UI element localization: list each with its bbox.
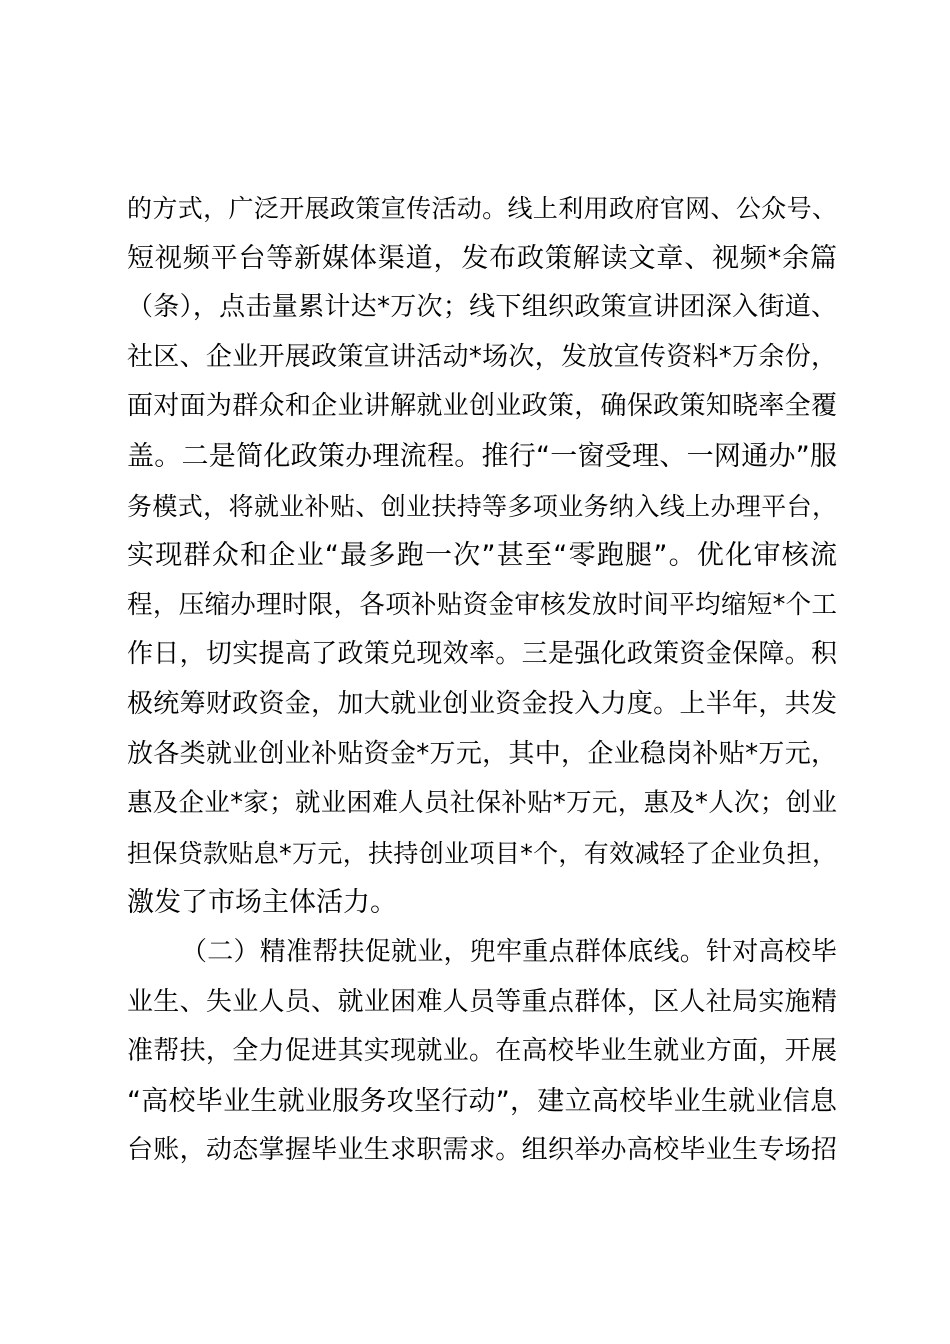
text-line-11: 极统筹财政资金，加大就业创业资金投入力度。上半年，共发 [127, 688, 837, 719]
text-line-13: 惠及企业*家；就业困难人员社保补贴*万元，惠及*人次；创业 [127, 788, 837, 819]
text-line-3: （条），点击量累计达*万次；线下组织政策宣讲团深入街道、 [127, 292, 837, 323]
text-line-4: 社区、企业开展政策宣讲活动*场次，发放宣传资料*万余份， [127, 341, 837, 372]
text-line-8: 实现群众和企业“最多跑一次”甚至“零跑腿”。优化审核流 [127, 540, 837, 572]
text-line-10: 作日，切实提高了政策兑现效率。三是强化政策资金保障。积 [127, 639, 837, 670]
text-line-9: 程，压缩办理时限，各项补贴资金审核发放时间平均缩短*个工 [127, 589, 837, 620]
text-line-20: 台账，动态掌握毕业生求职需求。组织举办高校毕业生专场招 [127, 1135, 837, 1166]
text-line-6: 盖。二是简化政策办理流程。推行“一窗受理、一网通办”服 [127, 440, 837, 472]
text-line-12: 放各类就业创业补贴资金*万元，其中，企业稳岗补贴*万元， [127, 738, 837, 769]
document-body [127, 184, 837, 1176]
text-line-1: 的方式，广泛开展政策宣传活动。线上利用政府官网、公众号、 [127, 194, 837, 223]
text-line-15: 激发了市场主体活力。 [127, 887, 397, 919]
text-line-19: “高校毕业生就业服务攻坚行动”，建立高校毕业生就业信息 [127, 1085, 837, 1117]
text-line-17: 业生、失业人员、就业困难人员等重点群体，区人社局实施精 [127, 986, 837, 1017]
text-line-14: 担保贷款贴息*万元，扶持创业项目*个，有效减轻了企业负担， [127, 838, 837, 868]
text-line-7: 务模式，将就业补贴、创业扶持等多项业务纳入线上办理平台， [127, 491, 837, 521]
text-line-2: 短视频平台等新媒体渠道，发布政策解读文章、视频*余篇 [127, 242, 837, 274]
text-line-16: （二）精准帮扶促就业，兜牢重点群体底线。针对高校毕 [181, 936, 837, 967]
text-line-5: 面对面为群众和企业讲解就业创业政策，确保政策知晓率全覆 [127, 391, 837, 422]
text-line-18: 准帮扶，全力促进其实现就业。在高校毕业生就业方面，开展 [127, 1036, 837, 1067]
